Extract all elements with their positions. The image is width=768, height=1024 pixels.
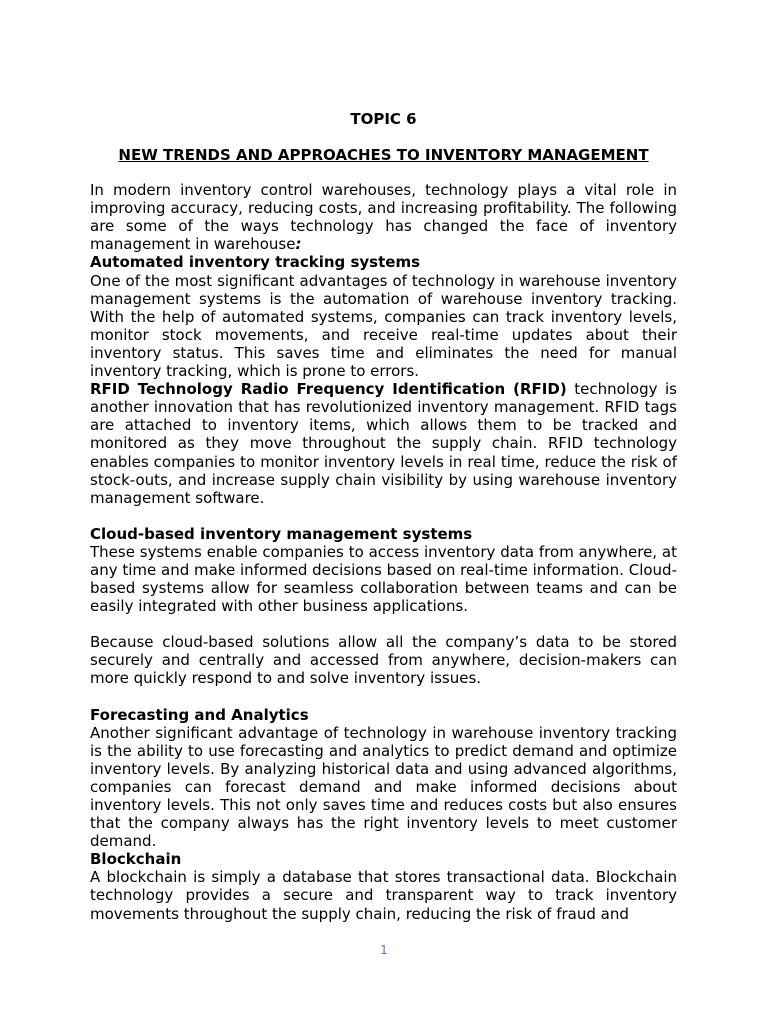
paragraph-gap — [90, 615, 677, 633]
automated-paragraph: One of the most significant advantages of technology in warehouse inventory management systems is the automation of warehouse inventory tracking. With the help of automated systems, companies can track inventory levels, monitor stock movements, and receive real-time updates about their inventory status. This saves time and eliminates the need for manual inventory tracking, which is prone to errors. — [90, 271, 677, 381]
document-page — [90, 110, 677, 923]
rfid-paragraph — [90, 380, 677, 507]
document-title: NEW TRENDS AND APPROACHES TO INVENTORY MANAGEMENT — [118, 146, 649, 164]
cloud-heading: Cloud-based inventory management systems — [90, 524, 473, 543]
cloud-paragraph-2: Because cloud-based solutions allow all the company’s data to be stored securely and centrally and accessed from anywhere, decision-makers can more quickly respond to and solve inventory issues. — [90, 633, 677, 688]
paragraph-gap — [90, 688, 677, 706]
rfid-text: technology is another innovation that has revolutionized inventory management. RFID tags are attached to inventory items, which allows them to be tracked and monitored as they move throughout the supply chain. RFID technology enables companies to monitor inventory levels in real time, reduce the risk of stock-outs, and increase supply chain visibility by using warehouse inventory management software. — [90, 380, 677, 507]
paragraph-gap — [90, 507, 677, 525]
rfid-heading: RFID Technology Radio Frequency Identification (RFID) — [90, 380, 567, 399]
topic-label: TOPIC 6 — [350, 110, 417, 128]
intro-text: In modern inventory control warehouses, technology plays a vital role in improving accuracy, reducing costs, and increasing profitability. The following are some of the ways technology has changed the face of inventory management in warehouse — [90, 181, 677, 254]
page-number: 1 — [380, 943, 388, 957]
forecasting-heading: Forecasting and Analytics — [90, 705, 309, 724]
forecasting-paragraph: Another significant advantage of technology in warehouse inventory tracking is the ability to use forecasting and analytics to predict demand and optimize inventory levels. By analyzing historical data and using advanced algorithms, companies can forecast demand and make informed decisions about inventory levels. This not only saves time and reduces costs but also ensures that the company always has the right inventory levels to meet customer demand. — [90, 723, 677, 851]
intro-paragraph — [90, 181, 677, 253]
automated-heading: Automated inventory tracking systems — [90, 253, 421, 272]
intro-colon: : — [295, 235, 302, 254]
blockchain-paragraph: A blockchain is simply a database that stores transactional data. Blockchain technology provides a secure and transparent way to track inventory movements throughout the supply chain, reducing the risk of fraud and — [90, 868, 677, 923]
blockchain-heading: Blockchain — [90, 850, 182, 869]
cloud-paragraph: These systems enable companies to access inventory data from anywhere, at any time and make informed decisions based on real-time information. Cloud-based systems allow for seamless collaboration between teams and can be easily integrated with other business applications. — [90, 542, 677, 616]
